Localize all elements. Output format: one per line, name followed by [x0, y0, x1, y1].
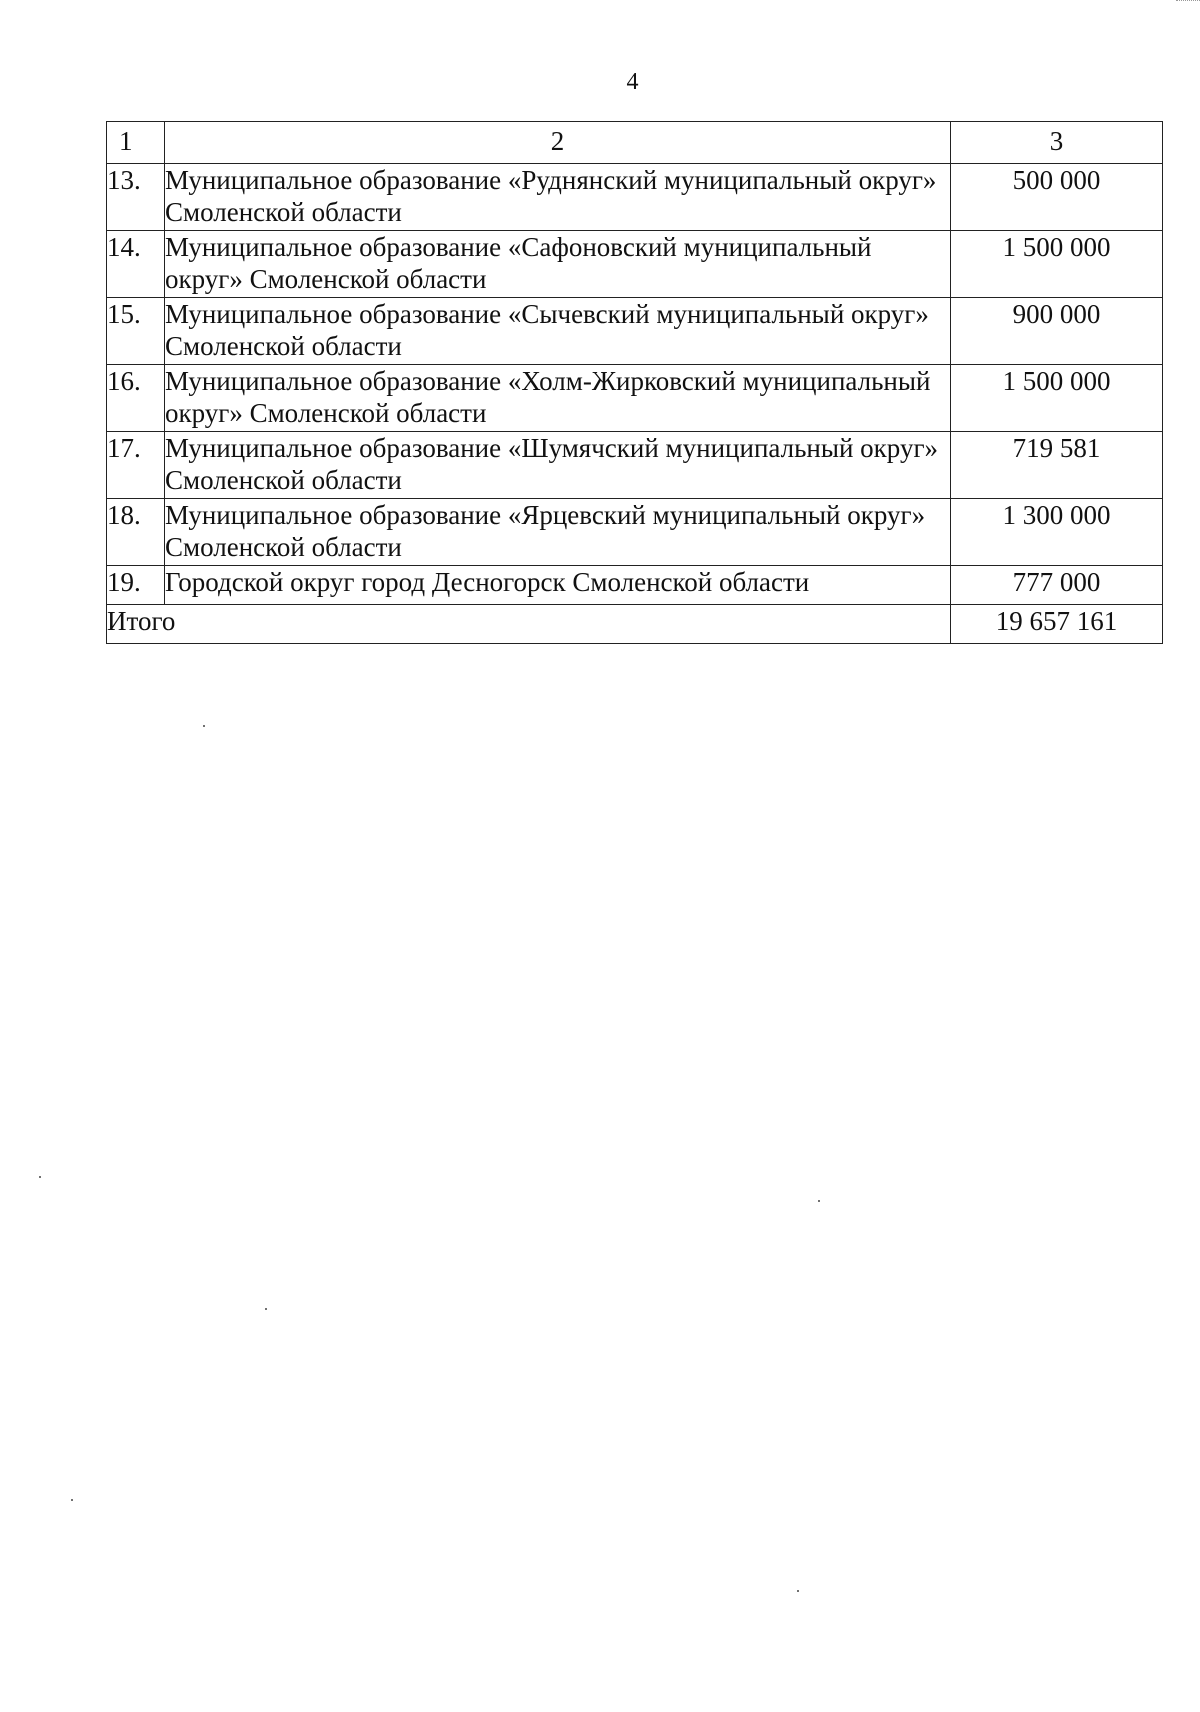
amount: 777 000 — [951, 566, 1163, 605]
scan-speck — [818, 1200, 820, 1202]
municipality-name: Муниципальное образование «Сычевский муниципальный округ» Смоленской области — [165, 298, 951, 365]
amount: 1 300 000 — [951, 499, 1163, 566]
table-row — [107, 432, 1163, 499]
header-col-1: 1 — [107, 122, 165, 164]
amount: 500 000 — [951, 164, 1163, 231]
table-header-row — [107, 122, 1163, 164]
page-number: 4 — [626, 69, 639, 95]
row-number: 13. — [107, 164, 165, 231]
row-number: 19. — [107, 566, 165, 605]
header-col-2: 2 — [165, 122, 951, 164]
total-amount: 19 657 161 — [951, 605, 1163, 644]
row-number: 16. — [107, 365, 165, 432]
scan-speck — [203, 725, 205, 727]
scan-edge-mark — [1176, 0, 1200, 9]
amount: 719 581 — [951, 432, 1163, 499]
amount: 1 500 000 — [951, 231, 1163, 298]
total-label: Итого — [107, 605, 951, 644]
row-number: 15. — [107, 298, 165, 365]
row-number: 14. — [107, 231, 165, 298]
table-row — [107, 365, 1163, 432]
scan-speck — [71, 1499, 73, 1501]
scan-speck — [797, 1590, 799, 1592]
municipality-name: Муниципальное образование «Ярцевский муниципальный округ» Смоленской области — [165, 499, 951, 566]
total-row — [107, 605, 1163, 644]
scan-speck — [39, 1176, 41, 1178]
table-row — [107, 566, 1163, 605]
amount: 1 500 000 — [951, 365, 1163, 432]
table-row — [107, 499, 1163, 566]
table-row — [107, 231, 1163, 298]
municipality-name: Муниципальное образование «Руднянский муниципальный округ» Смоленской области — [165, 164, 951, 231]
municipality-name: Муниципальное образование «Холм-Жирковский муниципальный округ» Смоленской области — [165, 365, 951, 432]
municipality-name: Муниципальное образование «Шумячский муниципальный округ» Смоленской области — [165, 432, 951, 499]
table-row — [107, 164, 1163, 231]
municipality-name: Городской округ город Десногорск Смоленской области — [165, 566, 951, 605]
table-row — [107, 298, 1163, 365]
header-col-3: 3 — [951, 122, 1163, 164]
allocation-table — [106, 121, 1163, 644]
row-number: 18. — [107, 499, 165, 566]
amount: 900 000 — [951, 298, 1163, 365]
row-number: 17. — [107, 432, 165, 499]
municipality-name: Муниципальное образование «Сафоновский муниципальный округ» Смоленской области — [165, 231, 951, 298]
scan-speck — [265, 1308, 267, 1310]
